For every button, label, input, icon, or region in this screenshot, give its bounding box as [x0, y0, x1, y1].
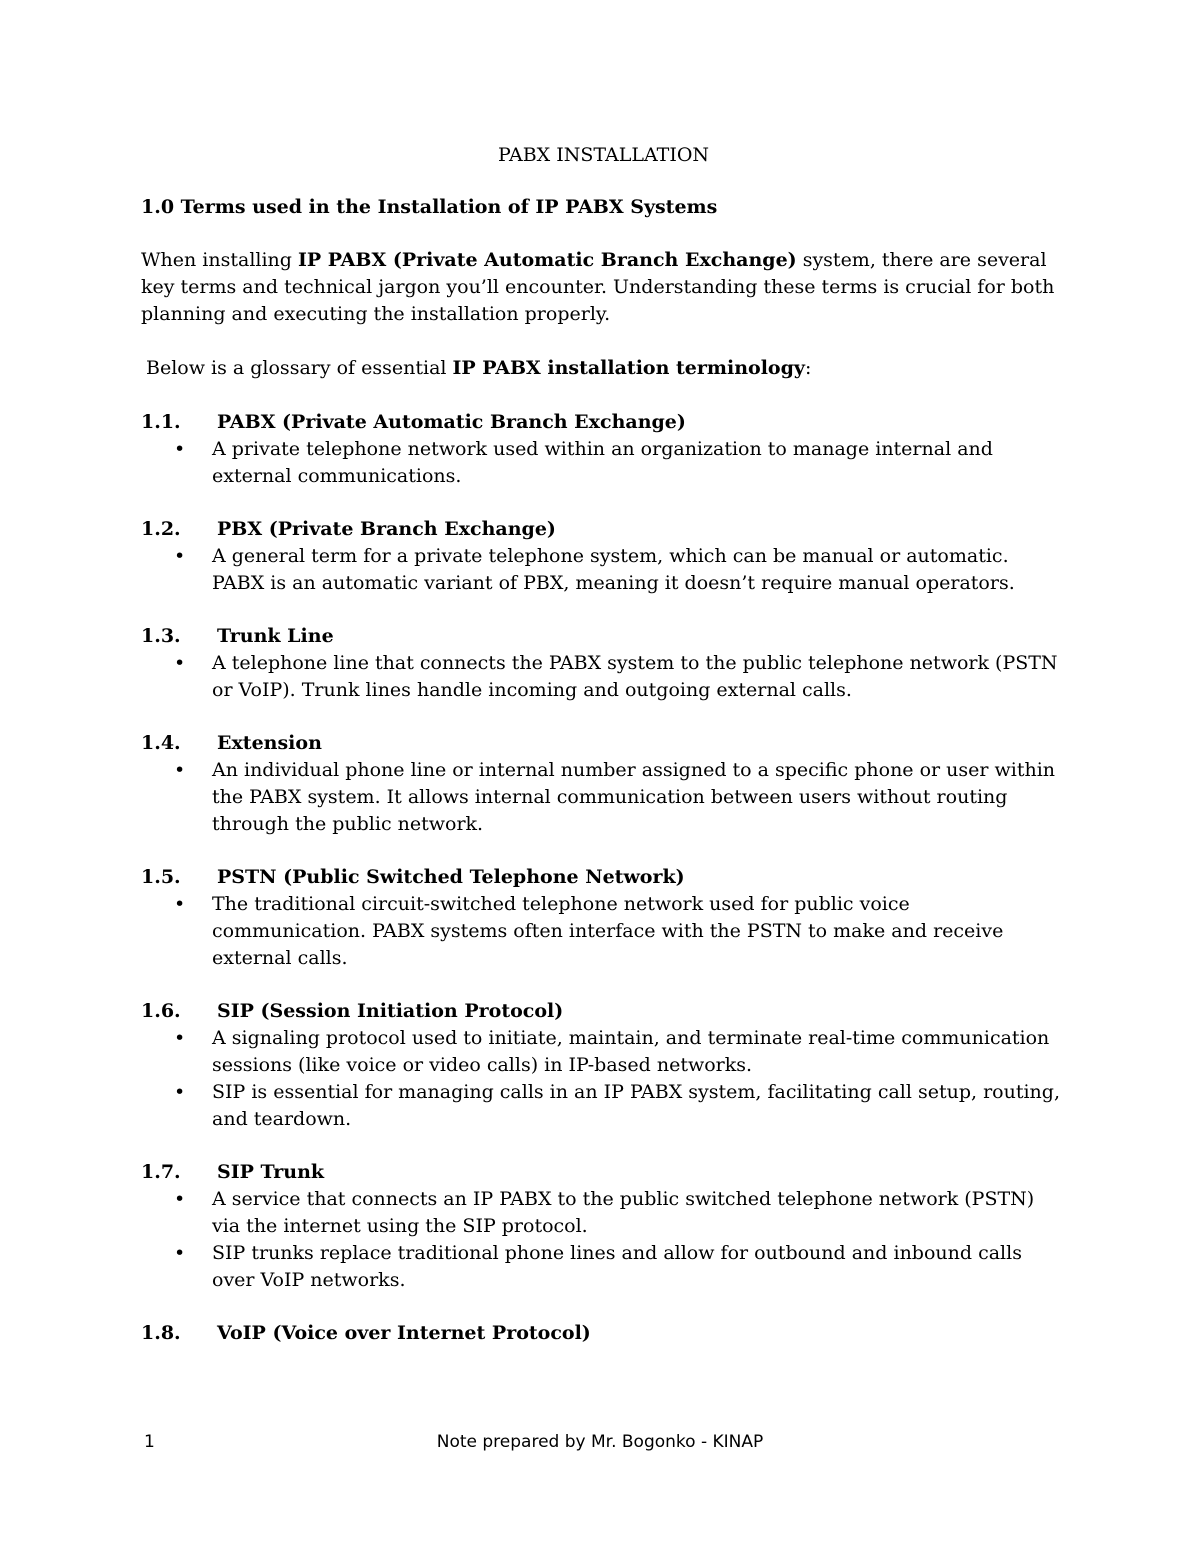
footer-note: Note prepared by Mr. Bogonko - KINAP: [436, 1432, 764, 1452]
term-bullet: • The traditional circuit-switched telephone network used for public voice communication. PABX systems often interface with the PSTN to make and receive external calls.: [141, 891, 1066, 972]
term-bullet: • A service that connects an IP PABX to the public switched telephone network (PSTN) via the internet using the SIP protocol.: [141, 1186, 1066, 1240]
term-bullets: [141, 1025, 1066, 1133]
page-title: PABX INSTALLATION: [497, 144, 710, 166]
page-number: 1: [144, 1432, 155, 1452]
term-title: SIP Trunk: [217, 1161, 325, 1183]
intro-paragraph: [141, 247, 1066, 328]
term-number: 1.3.: [141, 625, 181, 647]
term-heading: [141, 998, 1066, 1025]
term-heading: [141, 1159, 1066, 1186]
term-bullets: [141, 650, 1066, 704]
glossary-term: [141, 1159, 1066, 1294]
term-title: PBX (Private Branch Exchange): [217, 518, 556, 540]
glossary-term: [141, 623, 1066, 704]
term-bullets: [141, 757, 1066, 838]
glossary-intro: [146, 355, 1066, 382]
term-bullet: • A signaling protocol used to initiate, maintain, and terminate real-time communication sessions (like voice or video calls) in IP-based networks.: [141, 1025, 1066, 1079]
term-heading: [141, 516, 1066, 543]
term-heading: [141, 730, 1066, 757]
term-bullets: [141, 436, 1066, 490]
term-number: 1.7.: [141, 1161, 181, 1183]
term-title: VoIP (Voice over Internet Protocol): [217, 1322, 591, 1344]
term-number: 1.6.: [141, 1000, 181, 1022]
term-bullets: [141, 891, 1066, 972]
term-number: 1.8.: [141, 1322, 181, 1344]
term-title: PSTN (Public Switched Telephone Network): [217, 866, 685, 888]
glossary-term: [141, 998, 1066, 1133]
glossary-intro-pre: Below is a glossary of essential: [146, 357, 453, 379]
section-heading: 1.0 Terms used in the Installation of IP PABX Systems: [141, 196, 718, 218]
term-number: 1.4.: [141, 732, 181, 754]
document-body: [141, 142, 1066, 1373]
glossary-term: [141, 409, 1066, 490]
term-title: Extension: [217, 732, 322, 754]
glossary-intro-post: :: [804, 357, 812, 379]
glossary-term: [141, 516, 1066, 597]
glossary-intro-bold: IP PABX installation terminology: [452, 357, 805, 379]
term-title: PABX (Private Automatic Branch Exchange): [217, 411, 686, 433]
term-number: 1.1.: [141, 411, 181, 433]
term-bullet: • SIP trunks replace traditional phone lines and allow for outbound and inbound calls over VoIP networks.: [141, 1240, 1066, 1294]
term-bullet: • A telephone line that connects the PABX system to the public telephone network (PSTN or VoIP). Trunk lines handle incoming and outgoing external calls.: [141, 650, 1066, 704]
term-heading: [141, 864, 1066, 891]
term-bullet: • A general term for a private telephone system, which can be manual or automatic. PABX is an automatic variant of PBX, meaning it doesn’t require manual operators.: [141, 543, 1066, 597]
term-bullet: • SIP is essential for managing calls in an IP PABX system, facilitating call setup, routing, and teardown.: [141, 1079, 1066, 1133]
glossary-term: [141, 1320, 1066, 1347]
term-number: 1.2.: [141, 518, 181, 540]
glossary-term: [141, 730, 1066, 838]
intro-text-pre: When installing: [141, 249, 298, 271]
glossary-term: [141, 864, 1066, 972]
term-bullets: [141, 1186, 1066, 1294]
term-bullets: [141, 543, 1066, 597]
term-heading: [141, 623, 1066, 650]
term-heading: [141, 409, 1066, 436]
glossary-list: [141, 409, 1066, 1347]
term-heading: [141, 1320, 1066, 1347]
term-title: Trunk Line: [217, 625, 334, 647]
term-title: SIP (Session Initiation Protocol): [217, 1000, 564, 1022]
term-bullet: • A private telephone network used within an organization to manage internal and external communications.: [141, 436, 1066, 490]
term-bullet: • An individual phone line or internal number assigned to a specific phone or user within the PABX system. It allows internal communication between users without routing through the public network.: [141, 757, 1066, 838]
intro-text-post: system, there are several key terms and technical jargon you’ll encounter. Understanding these terms is crucial for both planning and executing the installation properly.: [141, 249, 1055, 325]
intro-text-bold: IP PABX (Private Automatic Branch Exchange): [297, 249, 797, 271]
page-footer: [0, 1432, 1200, 1458]
term-number: 1.5.: [141, 866, 181, 888]
